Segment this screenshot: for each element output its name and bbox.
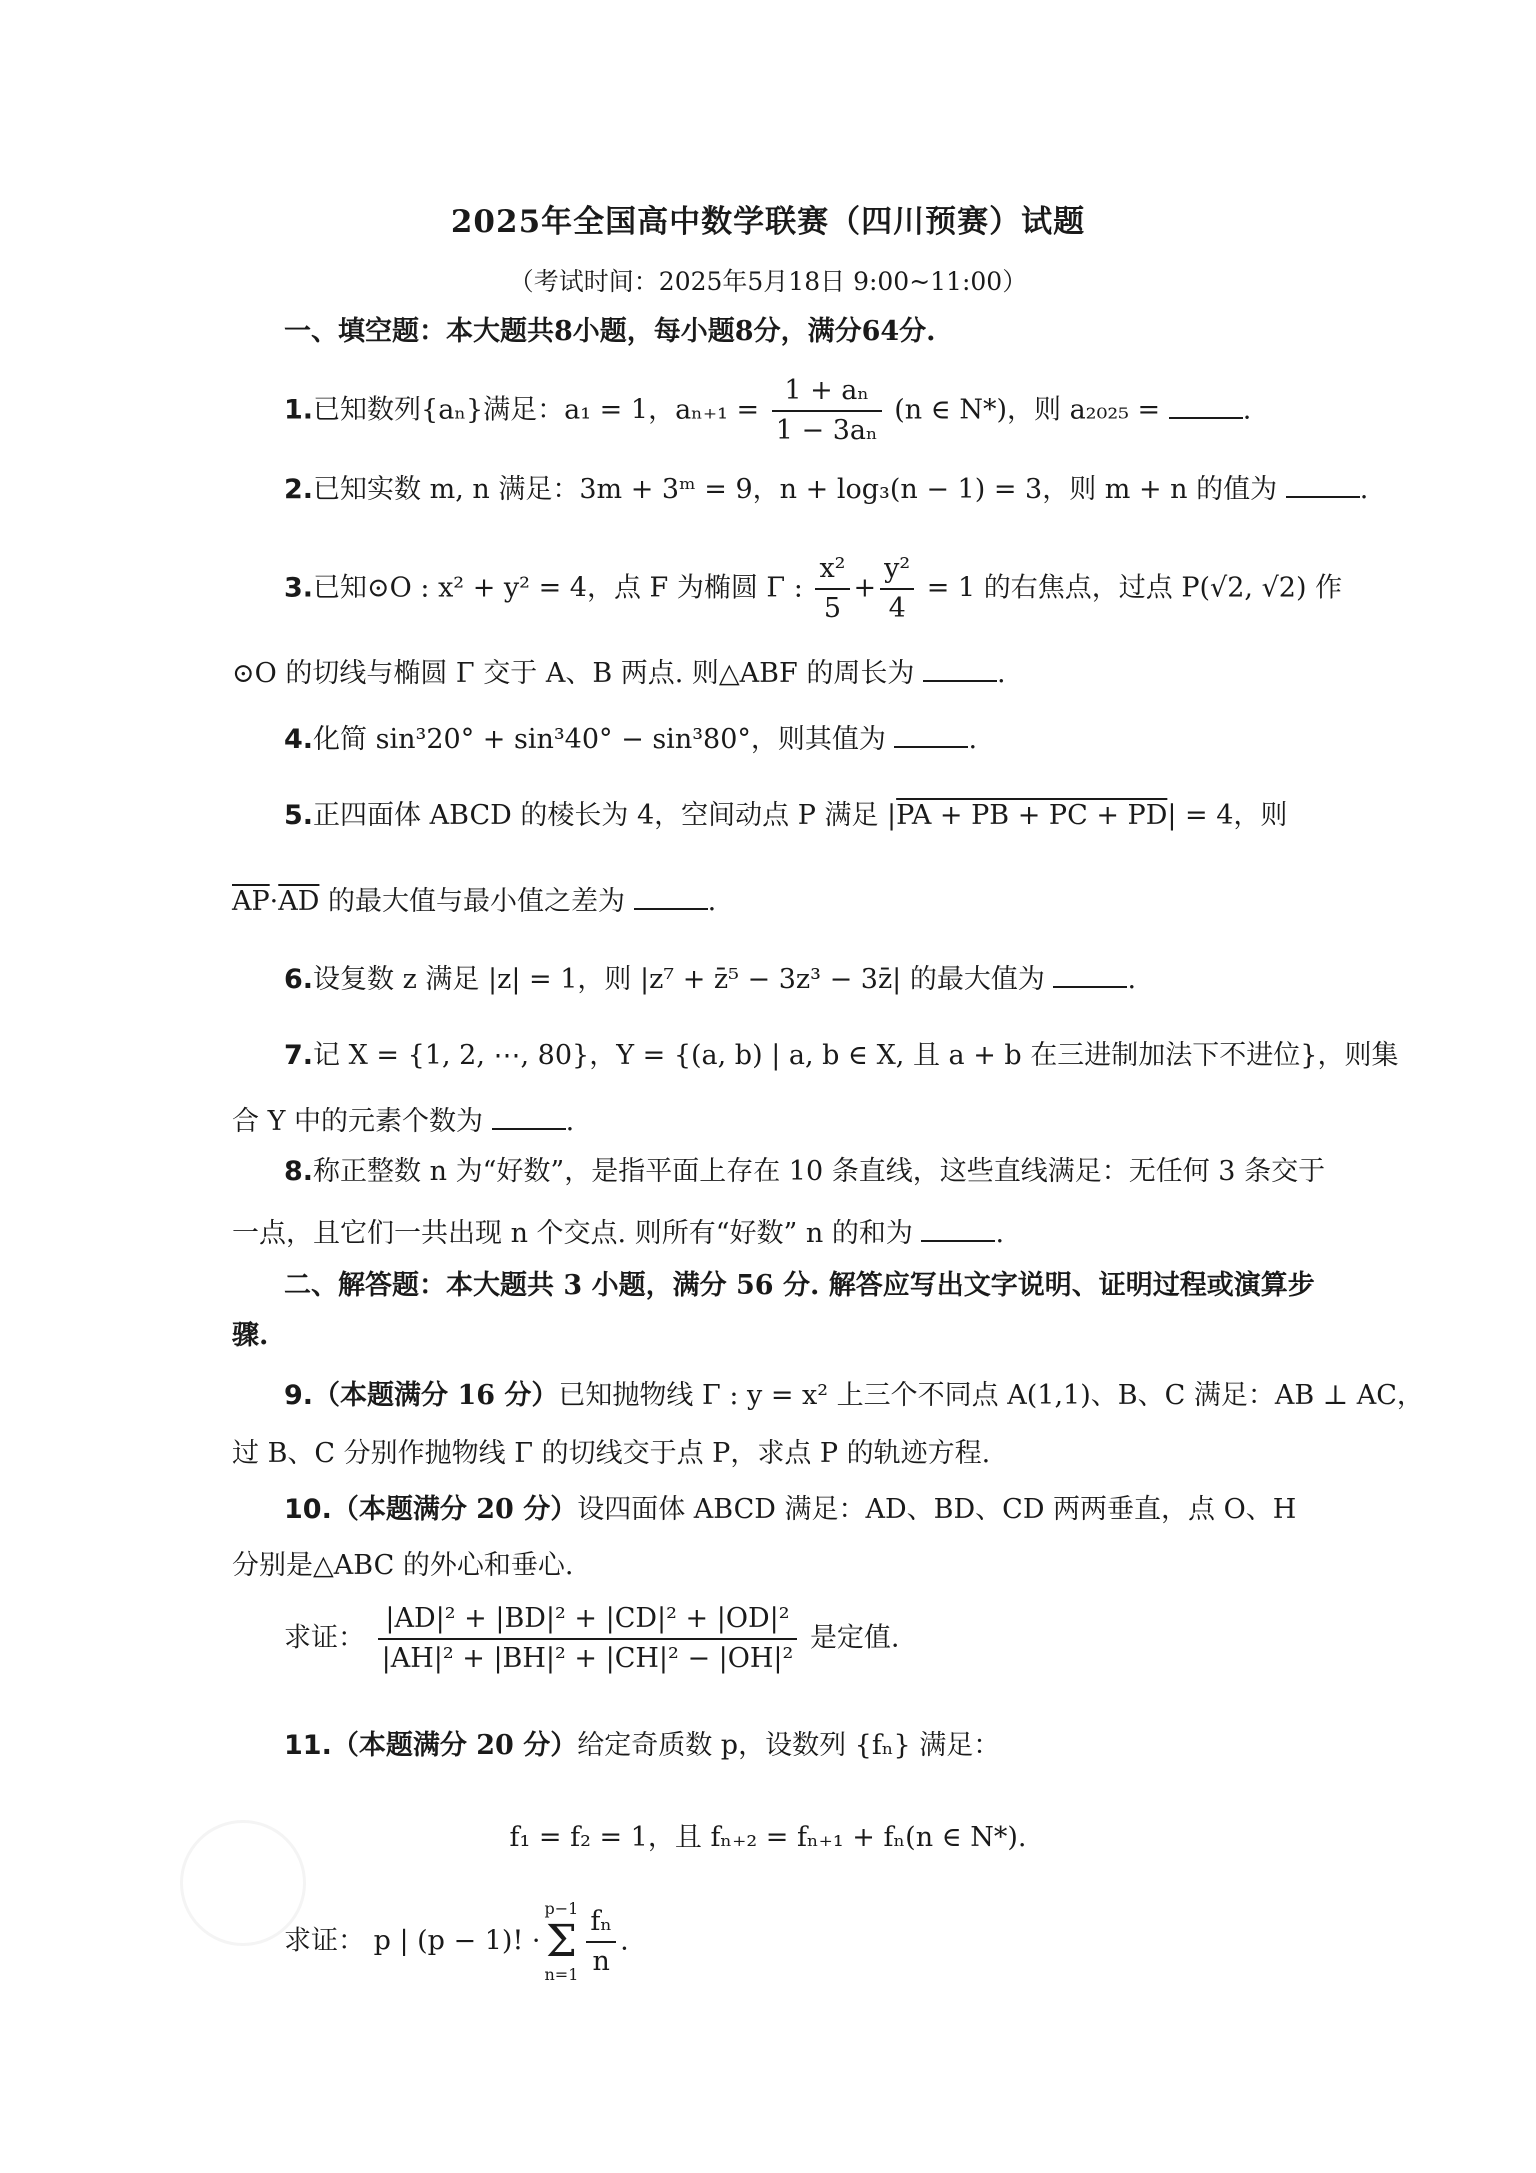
q1-frac-den: 1 − 3aₙ [775, 415, 878, 446]
q4-number: 4. [284, 724, 314, 755]
q3-answer-blank [923, 652, 997, 682]
question-3 [284, 550, 1364, 628]
q9-text: 已知抛物线 Γ : y = x² 上三个不同点 A(1,1)、B、C 满足：AB ⊥ AC， [558, 1380, 1424, 1411]
question-9-line2: 过 B、C 分别作抛物线 Γ 的切线交于点 P，求点 P 的轨迹方程. [232, 1438, 991, 1469]
q3-frac1-num: x² [815, 550, 849, 590]
question-2 [284, 468, 1369, 510]
question-7-line2 [232, 1100, 1312, 1142]
q2-text: 已知实数 m, n 满足：3m + 3ᵐ = 9，n + log₃(n − 1) = 3，则 m + n 的值为 [313, 474, 1278, 505]
q7-answer-blank [492, 1100, 566, 1130]
q11-frac-den: n [592, 1946, 610, 1977]
q3-fraction-y [880, 550, 914, 628]
q1-number: 1. [284, 394, 314, 426]
q11-sum-lower: n=1 [544, 1965, 579, 1984]
q10-prove-label: 求证： [284, 1622, 365, 1654]
q7-end: . [565, 1106, 575, 1137]
question-5 [284, 796, 1364, 836]
q5-dot: · [269, 886, 279, 917]
q10-fraction [378, 1600, 798, 1678]
section1-heading: 一、填空题：本大题共8小题，每小题8分，满分64分. [284, 316, 936, 347]
q2-answer-blank [1286, 468, 1360, 498]
q3-end: . [996, 658, 1006, 689]
q9-points: （本题满分 16 分） [313, 1380, 559, 1411]
q5-end: . [707, 886, 717, 917]
q1-text-a: 已知数列{aₙ}满足：a₁ = 1，aₙ₊₁ = [313, 394, 760, 426]
q4-text: 化简 sin³20° + sin³40° − sin³80°，则其值为 [313, 724, 886, 755]
q8-text: 称正整数 n 为“好数”，是指平面上存在 10 条直线，这些直线满足：无任何 3 条交于 [313, 1156, 1326, 1187]
q11-fraction [586, 1903, 616, 1981]
question-10-line2: 分别是△ABC 的外心和垂心. [232, 1550, 574, 1581]
q10-points: （本题满分 20 分） [331, 1494, 578, 1525]
q11-expr: p | (p − 1)! · [373, 1925, 541, 1957]
q3-fraction-x [815, 550, 849, 628]
question-11-proof [284, 1898, 1364, 1986]
q9-number: 9. [284, 1380, 314, 1411]
question-5-line2 [232, 880, 1312, 922]
question-8 [284, 1152, 1364, 1192]
q7-text: 记 X = {1, 2, ⋯, 80}，Y = {(a, b) | a, b ∈ X, 且 a + b 在三进制加法下不进位}，则集 [313, 1040, 1399, 1071]
question-7 [284, 1036, 1399, 1076]
question-10 [284, 1490, 1364, 1530]
q3-line2-text: ⊙O 的切线与椭圆 Γ 交于 A、B 两点. 则△ABF 的周长为 [232, 658, 915, 689]
q3-plus: + [853, 572, 877, 604]
q3-text-a: 已知⊙O : x² + y² = 4，点 F 为椭圆 Γ : [313, 572, 803, 604]
q1-text-b: (n ∈ N*)，则 a₂₀₂₅ = [894, 394, 1161, 426]
q7-line2-text: 合 Y 中的元素个数为 [232, 1106, 483, 1137]
q5-answer-blank [634, 880, 708, 910]
q5-vector-sum: PA + PB + PC + PD [896, 800, 1168, 831]
q8-answer-blank [921, 1212, 995, 1242]
question-1 [284, 372, 1364, 450]
q5-text-b: | = 4，则 [1167, 800, 1288, 831]
q3-text-b: = 1 的右焦点，过点 P(√2, √2) 作 [926, 572, 1343, 604]
question-11 [284, 1726, 1364, 1766]
section2-heading-line2: 骤. [232, 1320, 269, 1351]
question-6 [284, 958, 1364, 1000]
q1-frac-num: 1 + aₙ [772, 372, 882, 412]
q11-sum [544, 1898, 578, 1986]
section2-heading: 二、解答题：本大题共 3 小题，满分 56 分. 解答应写出文字说明、证明过程或演算步 [284, 1270, 1315, 1301]
question-4 [284, 718, 1364, 760]
q11-prove-label: 求证： [284, 1925, 365, 1957]
q6-answer-blank [1053, 958, 1127, 988]
question-10-proof [284, 1600, 1364, 1678]
q5-vector-ad: $\overline{AD}$ [278, 886, 320, 917]
q3-number: 3. [284, 572, 314, 604]
q1-fraction [772, 372, 882, 450]
q10-frac-den: |AH|² + |BH|² + |CH|² − |OH|² [381, 1643, 794, 1674]
question-9 [284, 1376, 1424, 1416]
exam-time: （考试时间：2025年5月18日 9:00~11:00） [508, 267, 1028, 296]
q6-text: 设复数 z 满足 |z| = 1，则 |z⁷ + z̄⁵ − 3z³ − 3z̄| 的最大值为 [313, 964, 1045, 995]
q8-end: . [995, 1218, 1005, 1249]
q6-end: . [1127, 964, 1137, 995]
q11-text: 给定奇质数 p，设数列 {fₙ} 满足： [577, 1730, 1001, 1761]
q10-tail: 是定值. [809, 1622, 900, 1654]
q7-number: 7. [284, 1040, 314, 1071]
q11-sum-symbol: Σ [545, 1916, 577, 1967]
q2-end: . [1359, 474, 1369, 505]
q5-text-a: 正四面体 ABCD 的棱长为 4，空间动点 P 满足 | [313, 800, 897, 831]
q11-points: （本题满分 20 分） [331, 1730, 578, 1761]
q4-answer-blank [894, 718, 968, 748]
q10-frac-num: |AD|² + |BD|² + |CD|² + |OD|² [378, 1600, 798, 1640]
q10-text: 设四面体 ABCD 满足：AD、BD、CD 两两垂直，点 O、H [577, 1494, 1297, 1525]
q11-number: 11. [284, 1730, 332, 1761]
question-8-line2 [232, 1212, 1312, 1254]
question-11-formula: f₁ = f₂ = 1，且 fₙ₊₂ = fₙ₊₁ + fₙ(n ∈ N*). [509, 1822, 1027, 1853]
q11-end: . [620, 1925, 629, 1957]
q2-number: 2. [284, 474, 314, 505]
q3-frac2-den: 4 [888, 593, 906, 624]
question-3-line2 [232, 652, 1312, 694]
q8-line2-text: 一点，且它们一共出现 n 个交点. 则所有“好数” n 的和为 [232, 1218, 913, 1249]
q4-end: . [968, 724, 978, 755]
q11-sum-upper: p−1 [544, 1899, 579, 1918]
page-title: 2025年全国高中数学联赛（四川预赛）试题 [450, 204, 1086, 240]
q1-answer-blank [1169, 389, 1243, 419]
q5-line2-text: 的最大值与最小值之差为 [328, 886, 626, 917]
q5-vector-ap: $\overline{AP}$ [232, 886, 270, 917]
q5-number: 5. [284, 800, 314, 831]
q1-end: . [1242, 394, 1252, 426]
q3-frac1-den: 5 [823, 593, 842, 624]
q8-number: 8. [284, 1156, 314, 1187]
q11-frac-num: fₙ [586, 1903, 616, 1943]
q6-number: 6. [284, 964, 314, 995]
q3-frac2-num: y² [880, 550, 914, 590]
q10-number: 10. [284, 1494, 332, 1525]
